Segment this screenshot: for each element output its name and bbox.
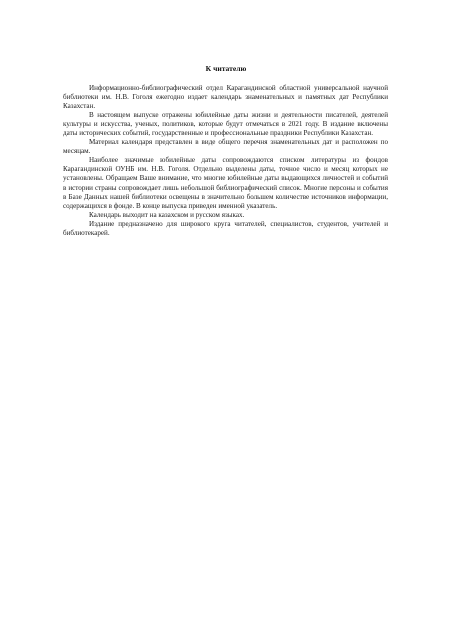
document-body	[63, 84, 388, 238]
paragraph-intro: Информационно-библиографический отдел Карагандинской областной универсальной научной библиотеки им. Н.В. Гоголя ежегодно издает календарь знаменательных и памятных дат Республики Казахстан.	[63, 84, 388, 111]
paragraph-arrangement: Материал календаря представлен в виде общего перечня знаменательных дат и расположен по месяцам.	[63, 138, 388, 156]
paragraph-languages: Календарь выходит на казахском и русском языках.	[89, 210, 245, 219]
paragraph-contents: В настоящем выпуске отражены юбилейные даты жизни и деятельности писателей, деятелей культуры и искусства, ученых, политиков, которые будут отмечаться в 2021 году. В издание включены даты исторических событий, государственные и профессиональные праздники Республики Казахстан.	[63, 111, 388, 138]
paragraph-literature: Наиболее значимые юбилейные даты сопровождаются списком литературы из фондов Карагандинской ОУНБ им. Н.В. Гоголя. Отдельно выделены даты, точное число и месяц которых не установлены. Обращаем Ваше внимание, что многие юбилейные даты выдающихся личностей и событий в истории страны сопровождает лишь небольшой библиографический список. Многие персоны и события в Базе Данных нашей библиотеки освещены в значительно большем количестве источников информации, содержащихся в фонде. В конце выпуска приведен именной указатель.	[63, 156, 388, 210]
paragraph-audience: Издание предназначено для широкого круга читателей, специалистов, студентов, учителей и библиотекарей.	[63, 219, 388, 237]
page-title: К читателю	[205, 64, 247, 73]
